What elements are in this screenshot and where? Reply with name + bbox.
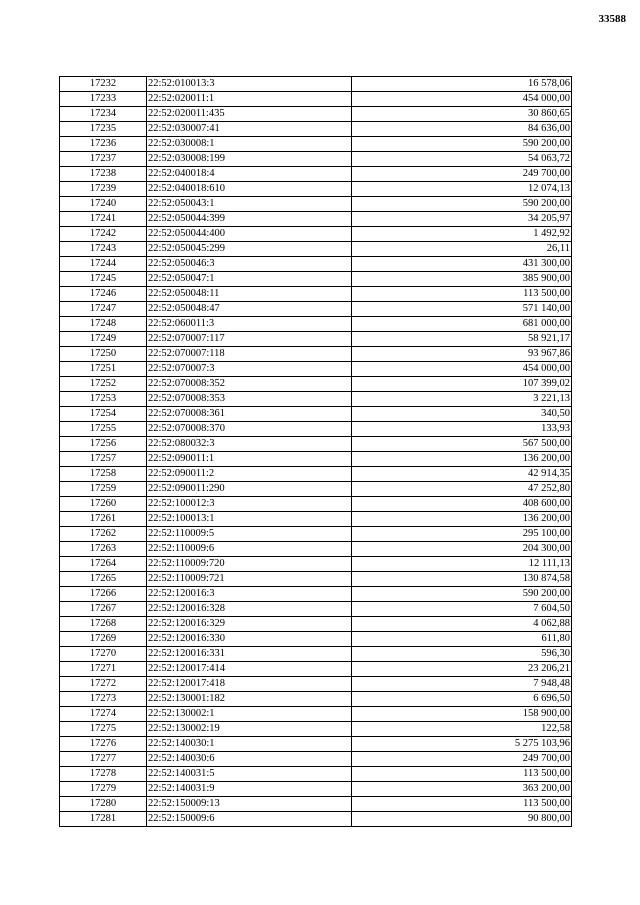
table-row [60, 347, 572, 362]
cadastral-value-cell: 34 205,97 [352, 212, 572, 227]
cadastral-number-cell: 22:52:040018:610 [147, 182, 352, 197]
cadastral-number-cell: 22:52:090011:290 [147, 482, 352, 497]
cadastral-number-cell: 22:52:110009:721 [147, 572, 352, 587]
table-row [60, 632, 572, 647]
cadastral-number-cell: 22:52:140031:9 [147, 782, 352, 797]
row-number-cell: 17256 [60, 437, 147, 452]
cadastral-number-cell: 22:52:040018:4 [147, 167, 352, 182]
cadastral-number-cell: 22:52:100013:1 [147, 512, 352, 527]
cadastral-value-cell: 4 062,88 [352, 617, 572, 632]
table-row [60, 302, 572, 317]
cadastral-value-cell: 249 700,00 [352, 752, 572, 767]
cadastral-number-cell: 22:52:070008:361 [147, 407, 352, 422]
cadastral-number-cell: 22:52:010013:3 [147, 77, 352, 92]
table-row [60, 707, 572, 722]
table-row [60, 197, 572, 212]
cadastral-number-cell: 22:52:120016:330 [147, 632, 352, 647]
cadastral-number-cell: 22:52:030007:41 [147, 122, 352, 137]
cadastral-value-cell: 7 948,48 [352, 677, 572, 692]
row-number-cell: 17279 [60, 782, 147, 797]
cadastral-value-cell: 596,30 [352, 647, 572, 662]
cadastral-value-cell: 454 000,00 [352, 92, 572, 107]
cadastral-value-cell: 113 500,00 [352, 287, 572, 302]
cadastral-value-cell: 454 000,00 [352, 362, 572, 377]
table-row [60, 602, 572, 617]
cadastral-number-cell: 22:52:020011:435 [147, 107, 352, 122]
cadastral-value-cell: 567 500,00 [352, 437, 572, 452]
table-row [60, 242, 572, 257]
cadastral-value-cell: 340,50 [352, 407, 572, 422]
cadastral-number-cell: 22:52:050046:3 [147, 257, 352, 272]
cadastral-number-cell: 22:52:110009:6 [147, 542, 352, 557]
cadastral-number-cell: 22:52:070008:352 [147, 377, 352, 392]
cadastral-value-cell: 7 604,50 [352, 602, 572, 617]
row-number-cell: 17236 [60, 137, 147, 152]
cadastral-number-cell: 22:52:050044:399 [147, 212, 352, 227]
cadastral-number-cell: 22:52:050043:1 [147, 197, 352, 212]
cadastral-number-cell: 22:52:110009:720 [147, 557, 352, 572]
row-number-cell: 17278 [60, 767, 147, 782]
table-row [60, 317, 572, 332]
row-number-cell: 17260 [60, 497, 147, 512]
cadastral-value-cell: 295 100,00 [352, 527, 572, 542]
table-row [60, 467, 572, 482]
cadastral-number-cell: 22:52:140031:5 [147, 767, 352, 782]
cadastral-number-cell: 22:52:130002:19 [147, 722, 352, 737]
row-number-cell: 17245 [60, 272, 147, 287]
cadastral-value-cell: 54 063,72 [352, 152, 572, 167]
row-number-cell: 17233 [60, 92, 147, 107]
cadastral-value-cell: 5 275 103,96 [352, 737, 572, 752]
table-row [60, 692, 572, 707]
cadastral-value-cell: 16 578,06 [352, 77, 572, 92]
table-row [60, 422, 572, 437]
cadastral-value-cell: 12 074,13 [352, 182, 572, 197]
cadastral-value-cell: 3 221,13 [352, 392, 572, 407]
cadastral-number-cell: 22:52:130001:182 [147, 692, 352, 707]
cadastral-value-cell: 363 200,00 [352, 782, 572, 797]
row-number-cell: 17274 [60, 707, 147, 722]
cadastral-value-cell: 42 914,35 [352, 467, 572, 482]
row-number-cell: 17266 [60, 587, 147, 602]
cadastral-value-cell: 26,11 [352, 242, 572, 257]
row-number-cell: 17238 [60, 167, 147, 182]
row-number-cell: 17250 [60, 347, 147, 362]
table-row [60, 287, 572, 302]
cadastral-number-cell: 22:52:070007:117 [147, 332, 352, 347]
row-number-cell: 17262 [60, 527, 147, 542]
row-number-cell: 17240 [60, 197, 147, 212]
cadastral-value-cell: 122,58 [352, 722, 572, 737]
row-number-cell: 17269 [60, 632, 147, 647]
table-row [60, 782, 572, 797]
cadastral-value-cell: 84 636,00 [352, 122, 572, 137]
cadastral-number-cell: 22:52:070007:3 [147, 362, 352, 377]
cadastral-number-cell: 22:52:140030:6 [147, 752, 352, 767]
table-row [60, 362, 572, 377]
cadastral-value-cell: 107 399,02 [352, 377, 572, 392]
cadastral-value-cell: 93 967,86 [352, 347, 572, 362]
row-number-cell: 17261 [60, 512, 147, 527]
cadastral-value-cell: 6 696,50 [352, 692, 572, 707]
cadastral-number-cell: 22:52:080032:3 [147, 437, 352, 452]
table-row [60, 272, 572, 287]
row-number-cell: 17252 [60, 377, 147, 392]
cadastral-value-cell: 58 921,17 [352, 332, 572, 347]
table-row [60, 122, 572, 137]
row-number-cell: 17264 [60, 557, 147, 572]
cadastral-number-cell: 22:52:120017:414 [147, 662, 352, 677]
table-row [60, 542, 572, 557]
cadastral-number-cell: 22:52:050044:400 [147, 227, 352, 242]
table-row [60, 677, 572, 692]
cadastral-number-cell: 22:52:070008:370 [147, 422, 352, 437]
table-row [60, 332, 572, 347]
cadastral-number-cell: 22:52:150009:13 [147, 797, 352, 812]
cadastral-value-cell: 681 000,00 [352, 317, 572, 332]
table-row [60, 182, 572, 197]
table-row [60, 92, 572, 107]
page-number: 33588 [598, 13, 626, 25]
table-row [60, 257, 572, 272]
row-number-cell: 17232 [60, 77, 147, 92]
table-row [60, 452, 572, 467]
row-number-cell: 17241 [60, 212, 147, 227]
cadastral-number-cell: 22:52:130002:1 [147, 707, 352, 722]
row-number-cell: 17281 [60, 812, 147, 827]
table-row [60, 167, 572, 182]
cadastral-value-cell: 136 200,00 [352, 512, 572, 527]
cadastral-value-cell: 12 111,13 [352, 557, 572, 572]
cadastral-value-cell: 23 206,21 [352, 662, 572, 677]
table-body [60, 77, 572, 827]
table-row [60, 617, 572, 632]
cadastral-value-cell: 385 900,00 [352, 272, 572, 287]
table-row [60, 737, 572, 752]
cadastral-value-cell: 158 900,00 [352, 707, 572, 722]
cadastral-number-cell: 22:52:090011:2 [147, 467, 352, 482]
table-row [60, 767, 572, 782]
cadastral-value-cell: 90 800,00 [352, 812, 572, 827]
cadastral-number-cell: 22:52:050047:1 [147, 272, 352, 287]
row-number-cell: 17276 [60, 737, 147, 752]
cadastral-value-cell: 590 200,00 [352, 587, 572, 602]
table-row [60, 77, 572, 92]
row-number-cell: 17243 [60, 242, 147, 257]
table-row [60, 527, 572, 542]
table-row [60, 752, 572, 767]
cadastral-value-cell: 30 860,65 [352, 107, 572, 122]
row-number-cell: 17263 [60, 542, 147, 557]
row-number-cell: 17265 [60, 572, 147, 587]
row-number-cell: 17280 [60, 797, 147, 812]
row-number-cell: 17272 [60, 677, 147, 692]
row-number-cell: 17254 [60, 407, 147, 422]
row-number-cell: 17237 [60, 152, 147, 167]
table-row [60, 407, 572, 422]
table-row [60, 227, 572, 242]
cadastral-value-cell: 571 140,00 [352, 302, 572, 317]
cadastral-value-cell: 133,93 [352, 422, 572, 437]
cadastral-value-cell: 1 492,92 [352, 227, 572, 242]
cadastral-value-cell: 113 500,00 [352, 767, 572, 782]
cadastral-number-cell: 22:52:050048:11 [147, 287, 352, 302]
table-row [60, 812, 572, 827]
table-row [60, 662, 572, 677]
table-row [60, 437, 572, 452]
row-number-cell: 17271 [60, 662, 147, 677]
table-row [60, 512, 572, 527]
cadastral-value-cell: 611,80 [352, 632, 572, 647]
row-number-cell: 17235 [60, 122, 147, 137]
row-number-cell: 17267 [60, 602, 147, 617]
cadastral-value-cell: 113 500,00 [352, 797, 572, 812]
row-number-cell: 17258 [60, 467, 147, 482]
row-number-cell: 17253 [60, 392, 147, 407]
row-number-cell: 17270 [60, 647, 147, 662]
cadastral-number-cell: 22:52:140030:1 [147, 737, 352, 752]
table-row [60, 482, 572, 497]
table-row [60, 797, 572, 812]
row-number-cell: 17244 [60, 257, 147, 272]
cadastral-value-cell: 130 874,58 [352, 572, 572, 587]
table-row [60, 377, 572, 392]
row-number-cell: 17249 [60, 332, 147, 347]
table-row [60, 107, 572, 122]
cadastral-number-cell: 22:52:020011:1 [147, 92, 352, 107]
cadastral-number-cell: 22:52:120016:331 [147, 647, 352, 662]
row-number-cell: 17242 [60, 227, 147, 242]
cadastral-value-cell: 590 200,00 [352, 197, 572, 212]
table-row [60, 557, 572, 572]
table-row [60, 392, 572, 407]
table-row [60, 497, 572, 512]
table-row [60, 722, 572, 737]
cadastral-number-cell: 22:52:120016:3 [147, 587, 352, 602]
cadastral-number-cell: 22:52:120017:418 [147, 677, 352, 692]
cadastral-value-cell: 249 700,00 [352, 167, 572, 182]
row-number-cell: 17259 [60, 482, 147, 497]
row-number-cell: 17247 [60, 302, 147, 317]
row-number-cell: 17273 [60, 692, 147, 707]
row-number-cell: 17251 [60, 362, 147, 377]
cadastral-value-cell: 47 252,80 [352, 482, 572, 497]
row-number-cell: 17239 [60, 182, 147, 197]
table-row [60, 587, 572, 602]
row-number-cell: 17255 [60, 422, 147, 437]
table-row [60, 152, 572, 167]
cadastral-number-cell: 22:52:050048:47 [147, 302, 352, 317]
row-number-cell: 17268 [60, 617, 147, 632]
table-row [60, 212, 572, 227]
cadastral-number-cell: 22:52:070007:118 [147, 347, 352, 362]
cadastral-value-table [59, 76, 572, 827]
cadastral-value-cell: 431 300,00 [352, 257, 572, 272]
cadastral-number-cell: 22:52:030008:1 [147, 137, 352, 152]
cadastral-number-cell: 22:52:050045:299 [147, 242, 352, 257]
cadastral-number-cell: 22:52:120016:328 [147, 602, 352, 617]
cadastral-number-cell: 22:52:090011:1 [147, 452, 352, 467]
row-number-cell: 17248 [60, 317, 147, 332]
cadastral-number-cell: 22:52:030008:199 [147, 152, 352, 167]
cadastral-number-cell: 22:52:110009:5 [147, 527, 352, 542]
row-number-cell: 17234 [60, 107, 147, 122]
row-number-cell: 17257 [60, 452, 147, 467]
cadastral-number-cell: 22:52:150009:6 [147, 812, 352, 827]
row-number-cell: 17277 [60, 752, 147, 767]
row-number-cell: 17275 [60, 722, 147, 737]
table-row [60, 647, 572, 662]
cadastral-number-cell: 22:52:120016:329 [147, 617, 352, 632]
cadastral-value-cell: 136 200,00 [352, 452, 572, 467]
cadastral-number-cell: 22:52:060011:3 [147, 317, 352, 332]
table-row [60, 137, 572, 152]
cadastral-value-cell: 204 300,00 [352, 542, 572, 557]
cadastral-value-cell: 590 200,00 [352, 137, 572, 152]
cadastral-value-cell: 408 600,00 [352, 497, 572, 512]
row-number-cell: 17246 [60, 287, 147, 302]
cadastral-number-cell: 22:52:070008:353 [147, 392, 352, 407]
table-row [60, 572, 572, 587]
cadastral-number-cell: 22:52:100012:3 [147, 497, 352, 512]
